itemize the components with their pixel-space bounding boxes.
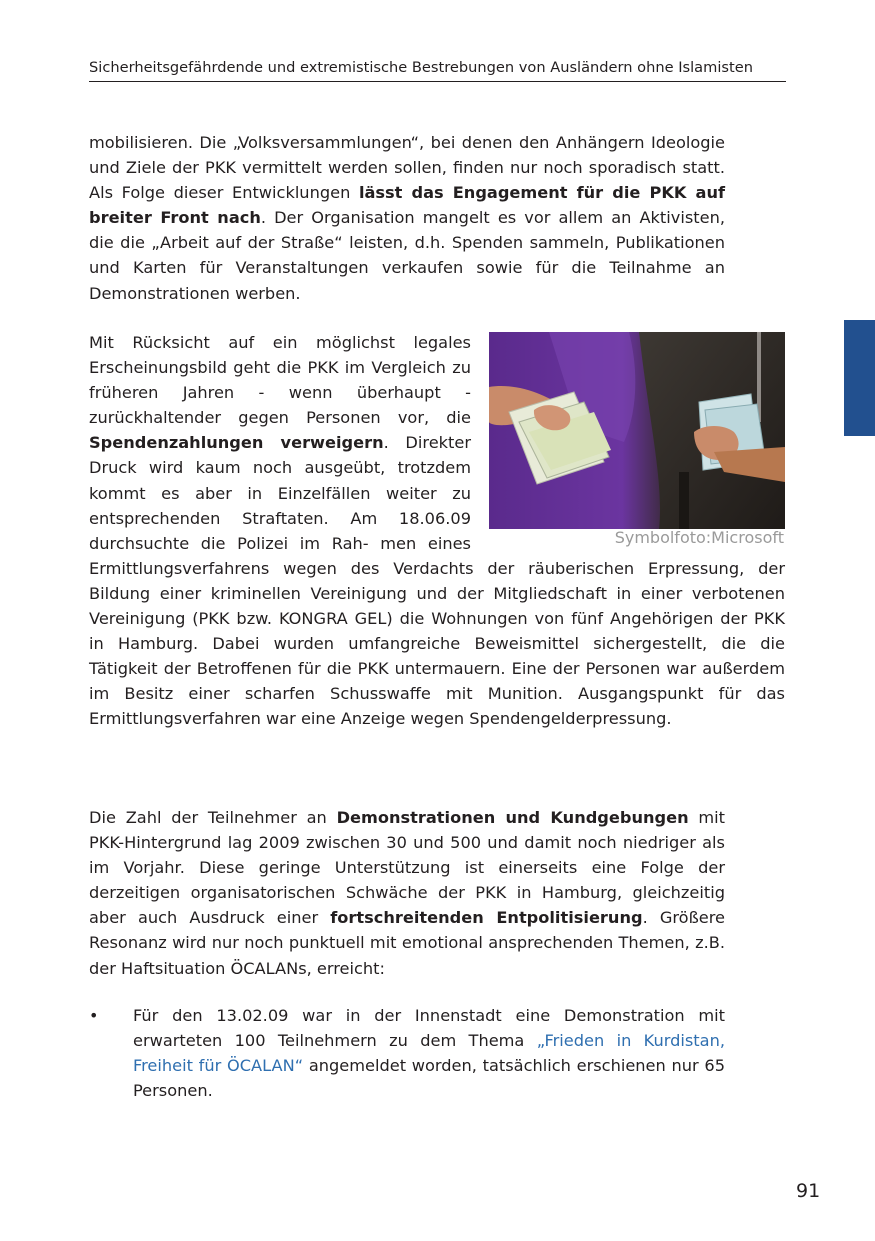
bullet-marker: • [89, 1006, 99, 1025]
bullet-list [89, 1003, 725, 1103]
text-segment: men eines Ermittlungsverfahrens wegen des Verdachts der räuberischen Erpressung, der Bildung einer kriminellen Vereinigung und der Mitgliedschaft in einer verbotenen Vereinigung (PKK bzw. KONGRA GEL) die Wohnungen von fünf Angehörigen der PKK in Hamburg. Dabei wurden umfangreiche Beweismittel sichergestellt, die die Tätigkeit der Betroffenen für die PKK untermauern. Eine der Personen war außerdem im Besitz einer scharfen Schusswaffe mit Munition. Ausgangspunkt für das Ermittlungsverfahren war eine Anzeige wegen Spendengelderpressung. [89, 533, 785, 729]
paragraph-donations [89, 330, 785, 732]
figure [489, 332, 785, 554]
list-item [89, 1003, 725, 1103]
bold-text: fortschreitenden Entpolitisierung [330, 908, 643, 928]
quoted-topic: „Frieden in Kurdistan, Freiheit für ÖCALAN“ [133, 1031, 725, 1076]
symbol-photo [489, 332, 785, 529]
bold-text: Demonstrationen und Kundgebungen [336, 808, 689, 827]
bold-text: Spendenzahlungen verweigern [89, 433, 384, 453]
text-segment: Die Zahl der Teilnehmer an [89, 808, 337, 827]
text-segment: . Der Organisation mangelt es vor allem an Aktivisten, die die „Arbeit auf der Straße“ leisten, d.h. Spenden sammeln, Publikationen und Karten für Veranstaltungen verkaufen sowie für die Teilnahme an Demonstrationen werben. [89, 208, 725, 303]
running-header: Sicherheitsgefährdende und extremistische Bestrebungen von Ausländern ohne Islamisten [89, 57, 786, 82]
text-segment: . Größere Resonanz wird nur noch punktuell mit emotional ansprechenden Themen, z.B. der Haftsituation ÖCALANs, erreicht: [89, 908, 726, 978]
text-segment: Mit Rücksicht auf ein möglichst legales Erscheinungsbild geht die PKK im Vergleich zu früheren Jahren - wenn überhaupt - zurückhaltender gegen Personen vor, die [89, 333, 471, 428]
paragraph-engagement [89, 130, 725, 306]
text-segment: mobilisieren. Die „Volksversammlungen“, bei denen den Anhängern Ideologie und Ziele der PKK vermittelt werden sollen, finden nur noch sporadisch statt. Als Folge dieser Entwicklungen [89, 133, 725, 203]
text-segment: angemeldet worden, tatsächlich erschienen nur 65 Personen. [133, 1056, 725, 1101]
text-segment: . Direkter Druck wird kaum noch ausgeübt, trotzdem kommt es aber in Einzelfällen weiter zu entsprechenden Straftaten. Am 18.06.09 durchsuchte die Polizei im Rah- [89, 433, 471, 553]
paragraph-demonstrations [89, 805, 725, 981]
page-number: 91 [796, 1180, 821, 1202]
text-segment: Für den 13.02.09 war in der Innenstadt eine Demonstration mit erwarteten 100 Teilnehmern zu dem Thema [133, 1006, 725, 1051]
text-segment: mit PKK-Hintergrund lag 2009 zwischen 30 und 500 und damit noch niedriger als im Vorjahr. Diese geringe Unterstützung ist einerseits eine Folge der derzeitigen organisatorischen Schwäche der PKK in Hamburg, gleichzeitig aber auch Ausdruck einer [89, 808, 725, 928]
chapter-tab-marker [844, 320, 875, 436]
photo-caption: Symbolfoto:Microsoft [614, 528, 784, 547]
bold-text: lässt das Engagement für die PKK auf breiter Front nach [89, 183, 726, 228]
